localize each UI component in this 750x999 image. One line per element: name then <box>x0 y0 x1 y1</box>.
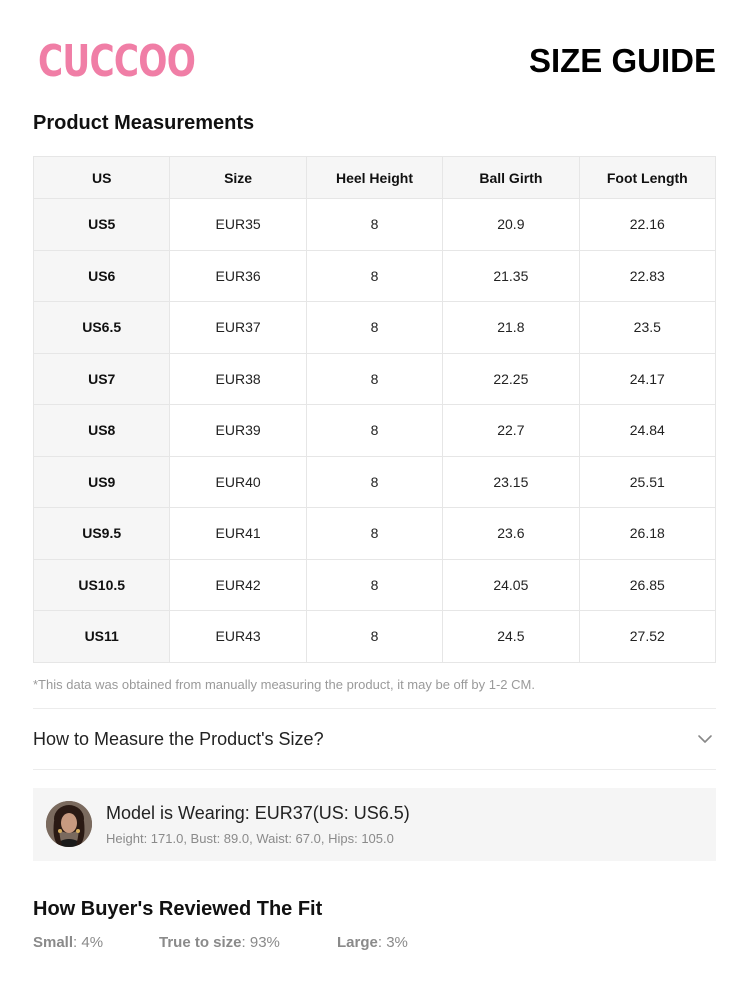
fit-small-value: : 4% <box>73 934 104 951</box>
fit-small-label: Small <box>33 934 74 951</box>
divider <box>33 769 716 770</box>
cell-size: EUR35 <box>170 199 306 251</box>
fit-small <box>33 934 103 952</box>
fit-true-to-size <box>159 934 280 952</box>
cell-heel-height: 8 <box>306 199 442 251</box>
table-row <box>34 508 716 560</box>
size-table <box>33 156 716 663</box>
measurement-disclaimer: *This data was obtained from manually measuring the product, it may be off by 1-2 CM. <box>33 677 535 692</box>
cell-heel-height: 8 <box>306 508 442 560</box>
table-row <box>34 250 716 302</box>
fit-large-label: Large <box>337 934 378 951</box>
table-row <box>34 302 716 354</box>
fit-large-value: : 3% <box>377 934 408 951</box>
fit-true-to-size-label: True to size <box>159 934 242 951</box>
how-to-measure-accordion[interactable] <box>33 709 716 769</box>
cell-foot-length: 26.85 <box>579 559 715 611</box>
column-header-foot-length: Foot Length <box>579 157 715 199</box>
column-header-heel-height: Heel Height <box>306 157 442 199</box>
cell-us: US6.5 <box>34 302 170 354</box>
cell-us: US10.5 <box>34 559 170 611</box>
cell-ball-girth: 22.7 <box>443 405 579 457</box>
cell-size: EUR38 <box>170 353 306 405</box>
product-measurements-heading: Product Measurements <box>33 112 255 134</box>
fit-true-to-size-value: : 93% <box>241 934 280 951</box>
cell-ball-girth: 22.25 <box>443 353 579 405</box>
cell-us: US7 <box>34 353 170 405</box>
model-measurements: Height: 171.0, Bust: 89.0, Waist: 67.0, Hips: 105.0 <box>106 831 394 846</box>
column-header-size: Size <box>170 157 306 199</box>
cell-heel-height: 8 <box>306 456 442 508</box>
cell-foot-length: 27.52 <box>579 611 715 663</box>
how-to-measure-label: How to Measure the Product's Size? <box>33 728 324 749</box>
cell-ball-girth: 24.05 <box>443 559 579 611</box>
table-row <box>34 353 716 405</box>
cell-heel-height: 8 <box>306 250 442 302</box>
page-title: SIZE GUIDE <box>528 42 716 79</box>
cell-ball-girth: 23.6 <box>443 508 579 560</box>
cell-ball-girth: 24.5 <box>443 611 579 663</box>
cell-foot-length: 26.18 <box>579 508 715 560</box>
cell-size: EUR37 <box>170 302 306 354</box>
table-row <box>34 559 716 611</box>
column-header-ball-girth: Ball Girth <box>443 157 579 199</box>
cell-ball-girth: 21.8 <box>443 302 579 354</box>
fit-large <box>337 934 408 952</box>
cell-heel-height: 8 <box>306 353 442 405</box>
column-header-us: US <box>34 157 170 199</box>
cell-heel-height: 8 <box>306 302 442 354</box>
cell-heel-height: 8 <box>306 405 442 457</box>
cell-size: EUR36 <box>170 250 306 302</box>
model-info-card <box>33 788 716 861</box>
model-wearing-size: Model is Wearing: EUR37(US: US6.5) <box>106 803 410 823</box>
cell-us: US5 <box>34 199 170 251</box>
cell-us: US9 <box>34 456 170 508</box>
avatar <box>46 801 92 847</box>
cell-us: US8 <box>34 405 170 457</box>
cell-ball-girth: 23.15 <box>443 456 579 508</box>
cell-size: EUR42 <box>170 559 306 611</box>
cell-foot-length: 24.17 <box>579 353 715 405</box>
cell-foot-length: 24.84 <box>579 405 715 457</box>
cell-ball-girth: 21.35 <box>443 250 579 302</box>
cell-us: US6 <box>34 250 170 302</box>
table-row <box>34 456 716 508</box>
cell-foot-length: 22.83 <box>579 250 715 302</box>
cell-ball-girth: 20.9 <box>443 199 579 251</box>
chevron-down-icon[interactable] <box>696 730 714 748</box>
cell-size: EUR40 <box>170 456 306 508</box>
cell-foot-length: 22.16 <box>579 199 715 251</box>
cell-foot-length: 25.51 <box>579 456 715 508</box>
cell-size: EUR43 <box>170 611 306 663</box>
cell-size: EUR41 <box>170 508 306 560</box>
cell-us: US11 <box>34 611 170 663</box>
cell-size: EUR39 <box>170 405 306 457</box>
table-row <box>34 405 716 457</box>
table-row <box>34 199 716 251</box>
cell-foot-length: 23.5 <box>579 302 715 354</box>
model-avatar-icon <box>46 801 92 847</box>
table-row <box>34 611 716 663</box>
cell-heel-height: 8 <box>306 559 442 611</box>
cell-heel-height: 8 <box>306 611 442 663</box>
cell-us: US9.5 <box>34 508 170 560</box>
table-header-row <box>34 157 716 199</box>
brand-logo: CUCCOO <box>38 36 196 87</box>
fit-review-heading: How Buyer's Reviewed The Fit <box>33 898 323 920</box>
